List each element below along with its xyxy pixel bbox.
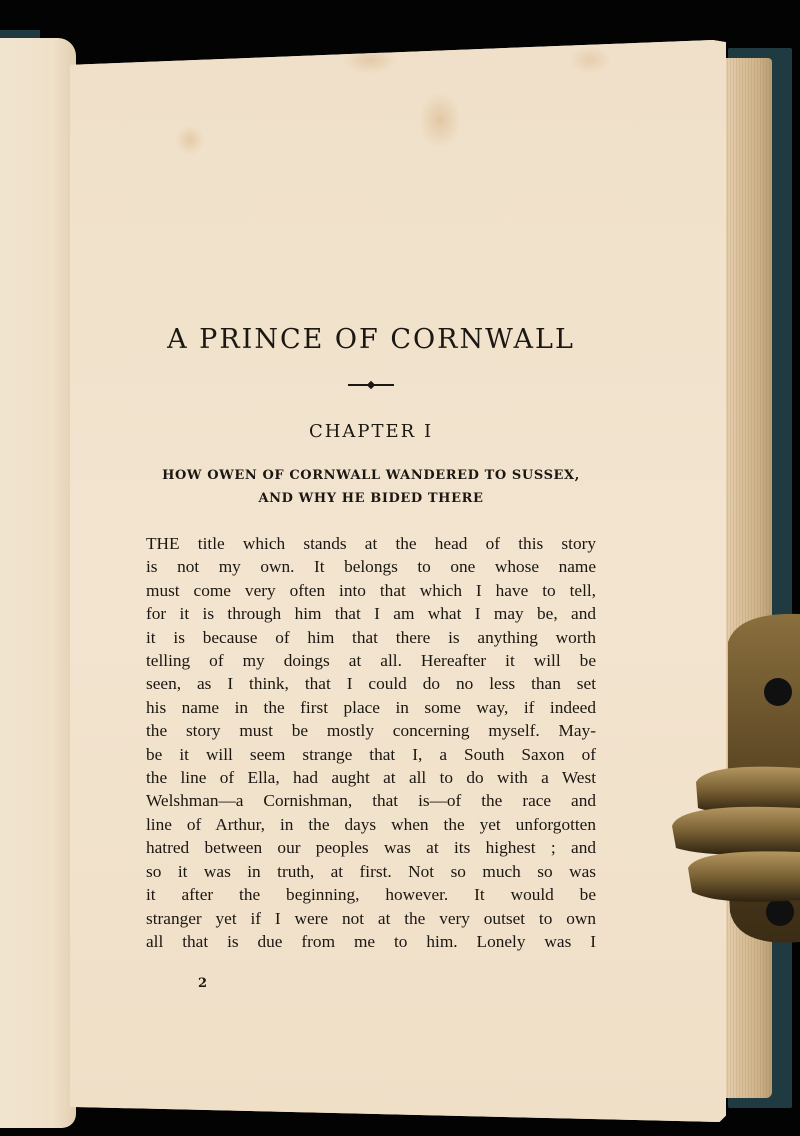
chapter-heading: CHAPTER I bbox=[308, 421, 434, 442]
text-line: for it is through him that I am what I may be, and bbox=[146, 604, 596, 624]
page-number: 2 bbox=[198, 976, 208, 991]
page-content bbox=[146, 320, 596, 953]
text-line: stranger yet if I were not at the very outset to own bbox=[146, 908, 596, 928]
text-line: seen, as I think, that I could do no less than set bbox=[146, 674, 596, 694]
left-page-edge bbox=[0, 38, 76, 1128]
text-line: it is because of him that there is anything worth bbox=[146, 627, 596, 647]
ornament-divider-icon bbox=[146, 380, 596, 390]
text-line: the story must be mostly concerning myself. May- bbox=[146, 721, 596, 741]
book-title: A PRINCE OF CORNWALL bbox=[167, 324, 575, 355]
text-line: all that is due from me to him. Lonely was I bbox=[146, 931, 596, 951]
text-line: THE title which stands at the head of this story bbox=[146, 534, 596, 553]
text-line: the line of Ella, had aught at all to do with a West bbox=[146, 768, 596, 788]
text-line: it after the beginning, however. It would be bbox=[146, 885, 596, 905]
subheading-line-1: HOW OWEN OF CORNWALL WANDERED TO SUSSEX, bbox=[162, 468, 580, 483]
body-text bbox=[146, 532, 596, 953]
text-line: telling of my doings at all. Hereafter it will be bbox=[146, 651, 596, 671]
text-line: must come very often into that which I have to tell, bbox=[146, 580, 596, 600]
text-line: line of Arthur, in the days when the yet unforgotten bbox=[146, 814, 596, 834]
text-line: Welshman—a Cornishman, that is—of the race and bbox=[146, 791, 596, 811]
text-line: be it will seem strange that I, a South Saxon of bbox=[146, 744, 596, 764]
text-line: hatred between our peoples was at its highest ; and bbox=[146, 838, 596, 858]
text-line: is not my own. It belongs to one whose name bbox=[146, 557, 596, 577]
subheading-line-2: AND WHY HE BIDED THERE bbox=[258, 491, 484, 506]
brass-clasp-icon bbox=[668, 612, 800, 948]
chapter-subheading bbox=[146, 464, 596, 510]
text-line: his name in the first place in some way, if indeed bbox=[146, 697, 596, 717]
text-line: so it was in truth, at first. Not so much so was bbox=[146, 861, 596, 881]
